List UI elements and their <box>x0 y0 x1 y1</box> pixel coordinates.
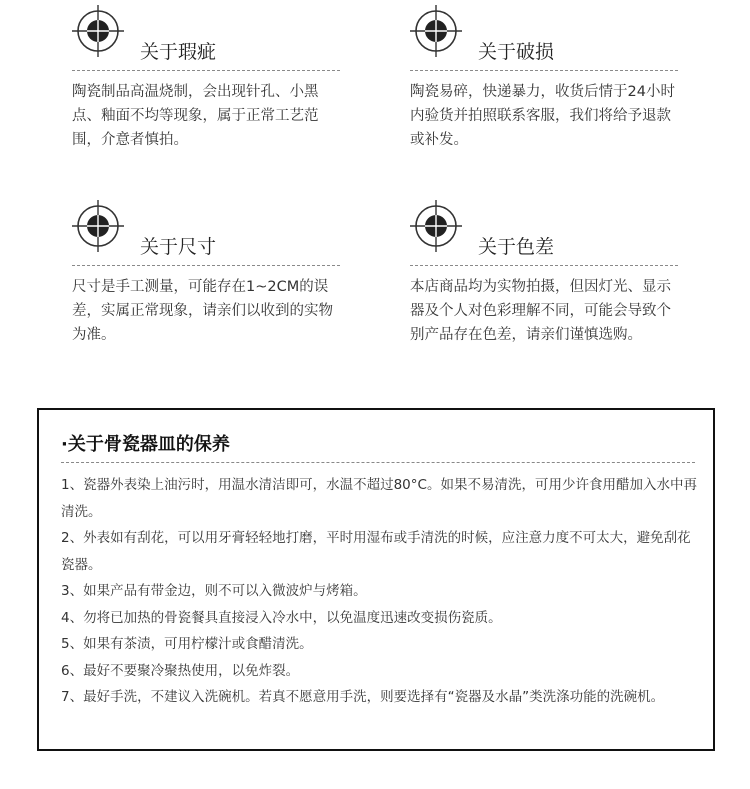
dashed-divider <box>410 70 678 71</box>
note-flaws <box>72 5 342 155</box>
note-text: 尺寸是手工测量，可能存在1~2CM的误差，实属正常现象，请亲们以收到的实物为准。 <box>72 279 333 343</box>
care-instructions-box <box>37 408 715 751</box>
note-text: 陶瓷制品高温烧制，会出现针孔、小黑点、釉面不均等现象，属于正常工艺范围，介意者慎拍。 <box>72 84 319 148</box>
note-text: 本店商品均为实物拍摄，但因灯光、显示器及个人对色彩理解不同，可能会导致个别产品存在色差，请亲们谨慎选购。 <box>410 279 671 343</box>
note-size <box>72 200 342 350</box>
care-item: 6、最好不要聚冷聚热使用，以免炸裂。 <box>61 662 300 679</box>
care-title: ·关于骨瓷器皿的保养 <box>61 434 230 455</box>
dashed-divider <box>61 462 695 463</box>
note-title: 关于尺寸 <box>140 236 217 258</box>
care-item: 4、勿将已加热的骨瓷餐具直接浸入冷水中，以免温度迅速改变损伤瓷质。 <box>61 609 502 626</box>
crosshair-icon <box>72 200 124 252</box>
crosshair-icon <box>410 200 462 252</box>
care-item: 3、如果产品有带金边，则不可以入微波炉与烤箱。 <box>61 583 367 599</box>
care-item: 2、外表如有刮花，可以用牙膏轻轻地打磨，平时用湿布或手清洗的时候，应注意力度不可太大，避免刮花瓷器。 <box>61 530 691 573</box>
crosshair-icon <box>72 5 124 57</box>
care-list <box>61 472 701 711</box>
dashed-divider <box>72 265 340 266</box>
care-item: 7、最好手洗，不建议入洗碗机。若真不愿意用手洗，则要选择有“瓷器及水晶”类洗涤功能的洗碗机。 <box>61 689 665 705</box>
care-item: 1、瓷器外表染上油污时，用温水清洁即可，水温不超过80°C。如果不易清洗，可用少许食用醋加入水中再清洗。 <box>61 477 697 520</box>
note-title: 关于瑕疵 <box>140 41 217 63</box>
note-title: 关于色差 <box>478 236 555 258</box>
dashed-divider <box>72 70 340 71</box>
dashed-divider <box>410 265 678 266</box>
note-text: 陶瓷易碎，快递暴力，收货后情于24小时内验货并拍照联系客服，我们将给予退款或补发。 <box>410 84 675 148</box>
note-damage <box>410 5 680 155</box>
care-item: 5、如果有茶渍，可用柠檬汁或食醋清洗。 <box>61 636 313 652</box>
crosshair-icon <box>410 5 462 57</box>
note-color <box>410 200 680 370</box>
note-title: 关于破损 <box>478 41 555 63</box>
